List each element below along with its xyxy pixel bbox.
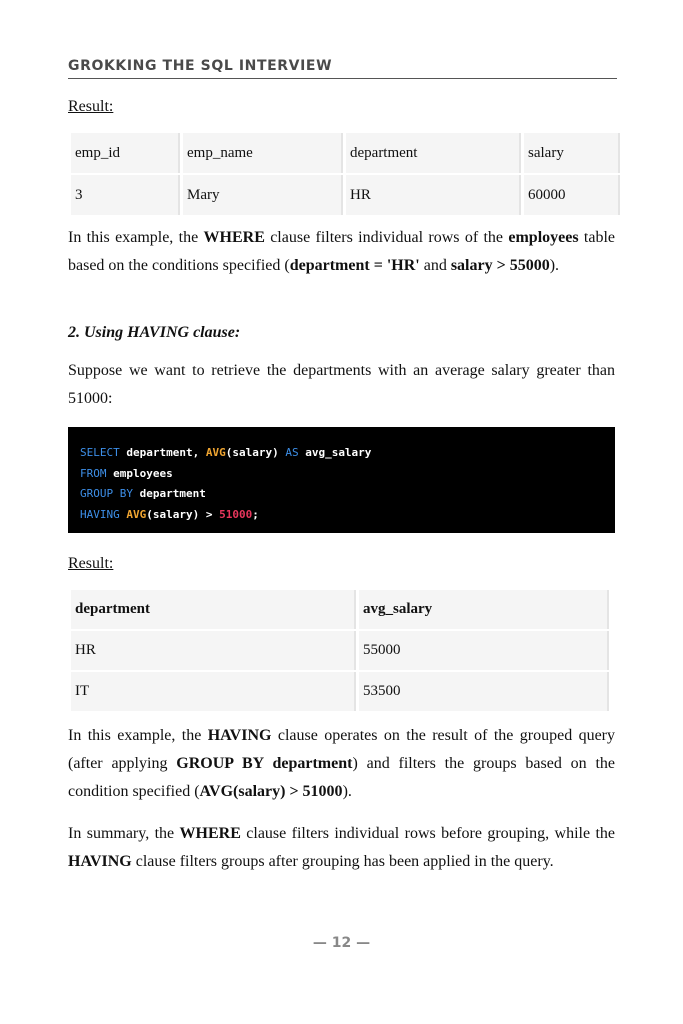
code-text: department, bbox=[119, 446, 206, 459]
table-row bbox=[71, 175, 620, 215]
paragraph-summary bbox=[68, 820, 615, 876]
text: ). bbox=[342, 783, 352, 800]
bold-text: WHERE bbox=[203, 229, 265, 246]
text: clause operates on the result of the grouped query (after applying bbox=[68, 727, 616, 772]
result-table-2 bbox=[68, 588, 612, 713]
result-label-1: Result: bbox=[68, 98, 114, 115]
result-label-2: Result: bbox=[68, 555, 114, 572]
paragraph-where-explanation bbox=[68, 224, 615, 280]
table-cell: 53500 bbox=[359, 672, 609, 711]
subheading-having: 2. Using HAVING clause: bbox=[68, 324, 241, 341]
code-text: ; bbox=[252, 507, 259, 521]
code-text: (salary) > bbox=[146, 507, 220, 521]
text: In this example, the bbox=[68, 727, 208, 744]
code-keyword: FROM bbox=[80, 466, 107, 480]
code-keyword: SELECT bbox=[80, 446, 120, 459]
code-number: 51000 bbox=[219, 507, 253, 521]
code-block bbox=[68, 427, 615, 533]
code-keyword: HAVING bbox=[80, 507, 120, 521]
text: clause filters groups after grouping has been applied in the query. bbox=[131, 853, 554, 870]
bold-text: AVG(salary) > 51000 bbox=[199, 783, 343, 800]
table-row bbox=[71, 672, 609, 711]
column-header: salary bbox=[524, 133, 620, 173]
column-header: avg_salary bbox=[359, 590, 609, 629]
table-row bbox=[71, 631, 609, 670]
table-cell: Mary bbox=[183, 175, 343, 215]
bold-text: department = 'HR' bbox=[289, 257, 420, 274]
code-text: department bbox=[132, 487, 206, 500]
header-divider bbox=[68, 78, 617, 79]
text: and bbox=[419, 257, 451, 274]
code-keyword: GROUP BY bbox=[80, 487, 133, 500]
bold-text: WHERE bbox=[179, 825, 241, 842]
column-header: department bbox=[346, 133, 521, 173]
table-cell: HR bbox=[71, 631, 356, 670]
column-header: department bbox=[71, 590, 356, 629]
code-function: AVG bbox=[126, 507, 147, 521]
table-cell: 55000 bbox=[359, 631, 609, 670]
bold-text: employees bbox=[508, 229, 579, 246]
table-cell: IT bbox=[71, 672, 356, 711]
column-header: emp_name bbox=[183, 133, 343, 173]
text: In summary, the bbox=[68, 825, 180, 842]
text: ). bbox=[549, 257, 560, 274]
table-cell: 60000 bbox=[524, 175, 620, 215]
text: In this example, the bbox=[68, 229, 204, 246]
paragraph-having-explanation bbox=[68, 722, 615, 806]
paragraph-having-intro: Suppose we want to retrieve the departments with an average salary greater than 51000: bbox=[68, 362, 615, 407]
text: clause filters individual rows before grouping, while the bbox=[240, 825, 615, 842]
bold-text: HAVING bbox=[207, 727, 272, 744]
code-keyword: AS bbox=[285, 446, 299, 459]
page-number: — 12 — bbox=[312, 935, 371, 951]
code-text: (salary) bbox=[225, 446, 286, 459]
column-header: emp_id bbox=[71, 133, 180, 173]
bold-text: GROUP BY department bbox=[176, 755, 353, 772]
bold-text: salary > 55000 bbox=[450, 257, 550, 274]
table-cell: 3 bbox=[71, 175, 180, 215]
bold-text: HAVING bbox=[68, 853, 132, 870]
table-cell: HR bbox=[346, 175, 521, 215]
result-table-1 bbox=[68, 131, 623, 217]
running-header: GROKKING THE SQL INTERVIEW bbox=[68, 58, 333, 74]
text: clause filters individual rows of the bbox=[264, 229, 509, 246]
table-header-row bbox=[71, 133, 620, 173]
text: table based on the conditions specified ( bbox=[68, 229, 616, 274]
code-function: AVG bbox=[205, 446, 226, 459]
text: ) and filters the groups based on the condition specified ( bbox=[68, 755, 616, 800]
code-text: avg_salary bbox=[298, 446, 372, 459]
code-text: employees bbox=[106, 466, 173, 480]
table-header-row bbox=[71, 590, 609, 629]
